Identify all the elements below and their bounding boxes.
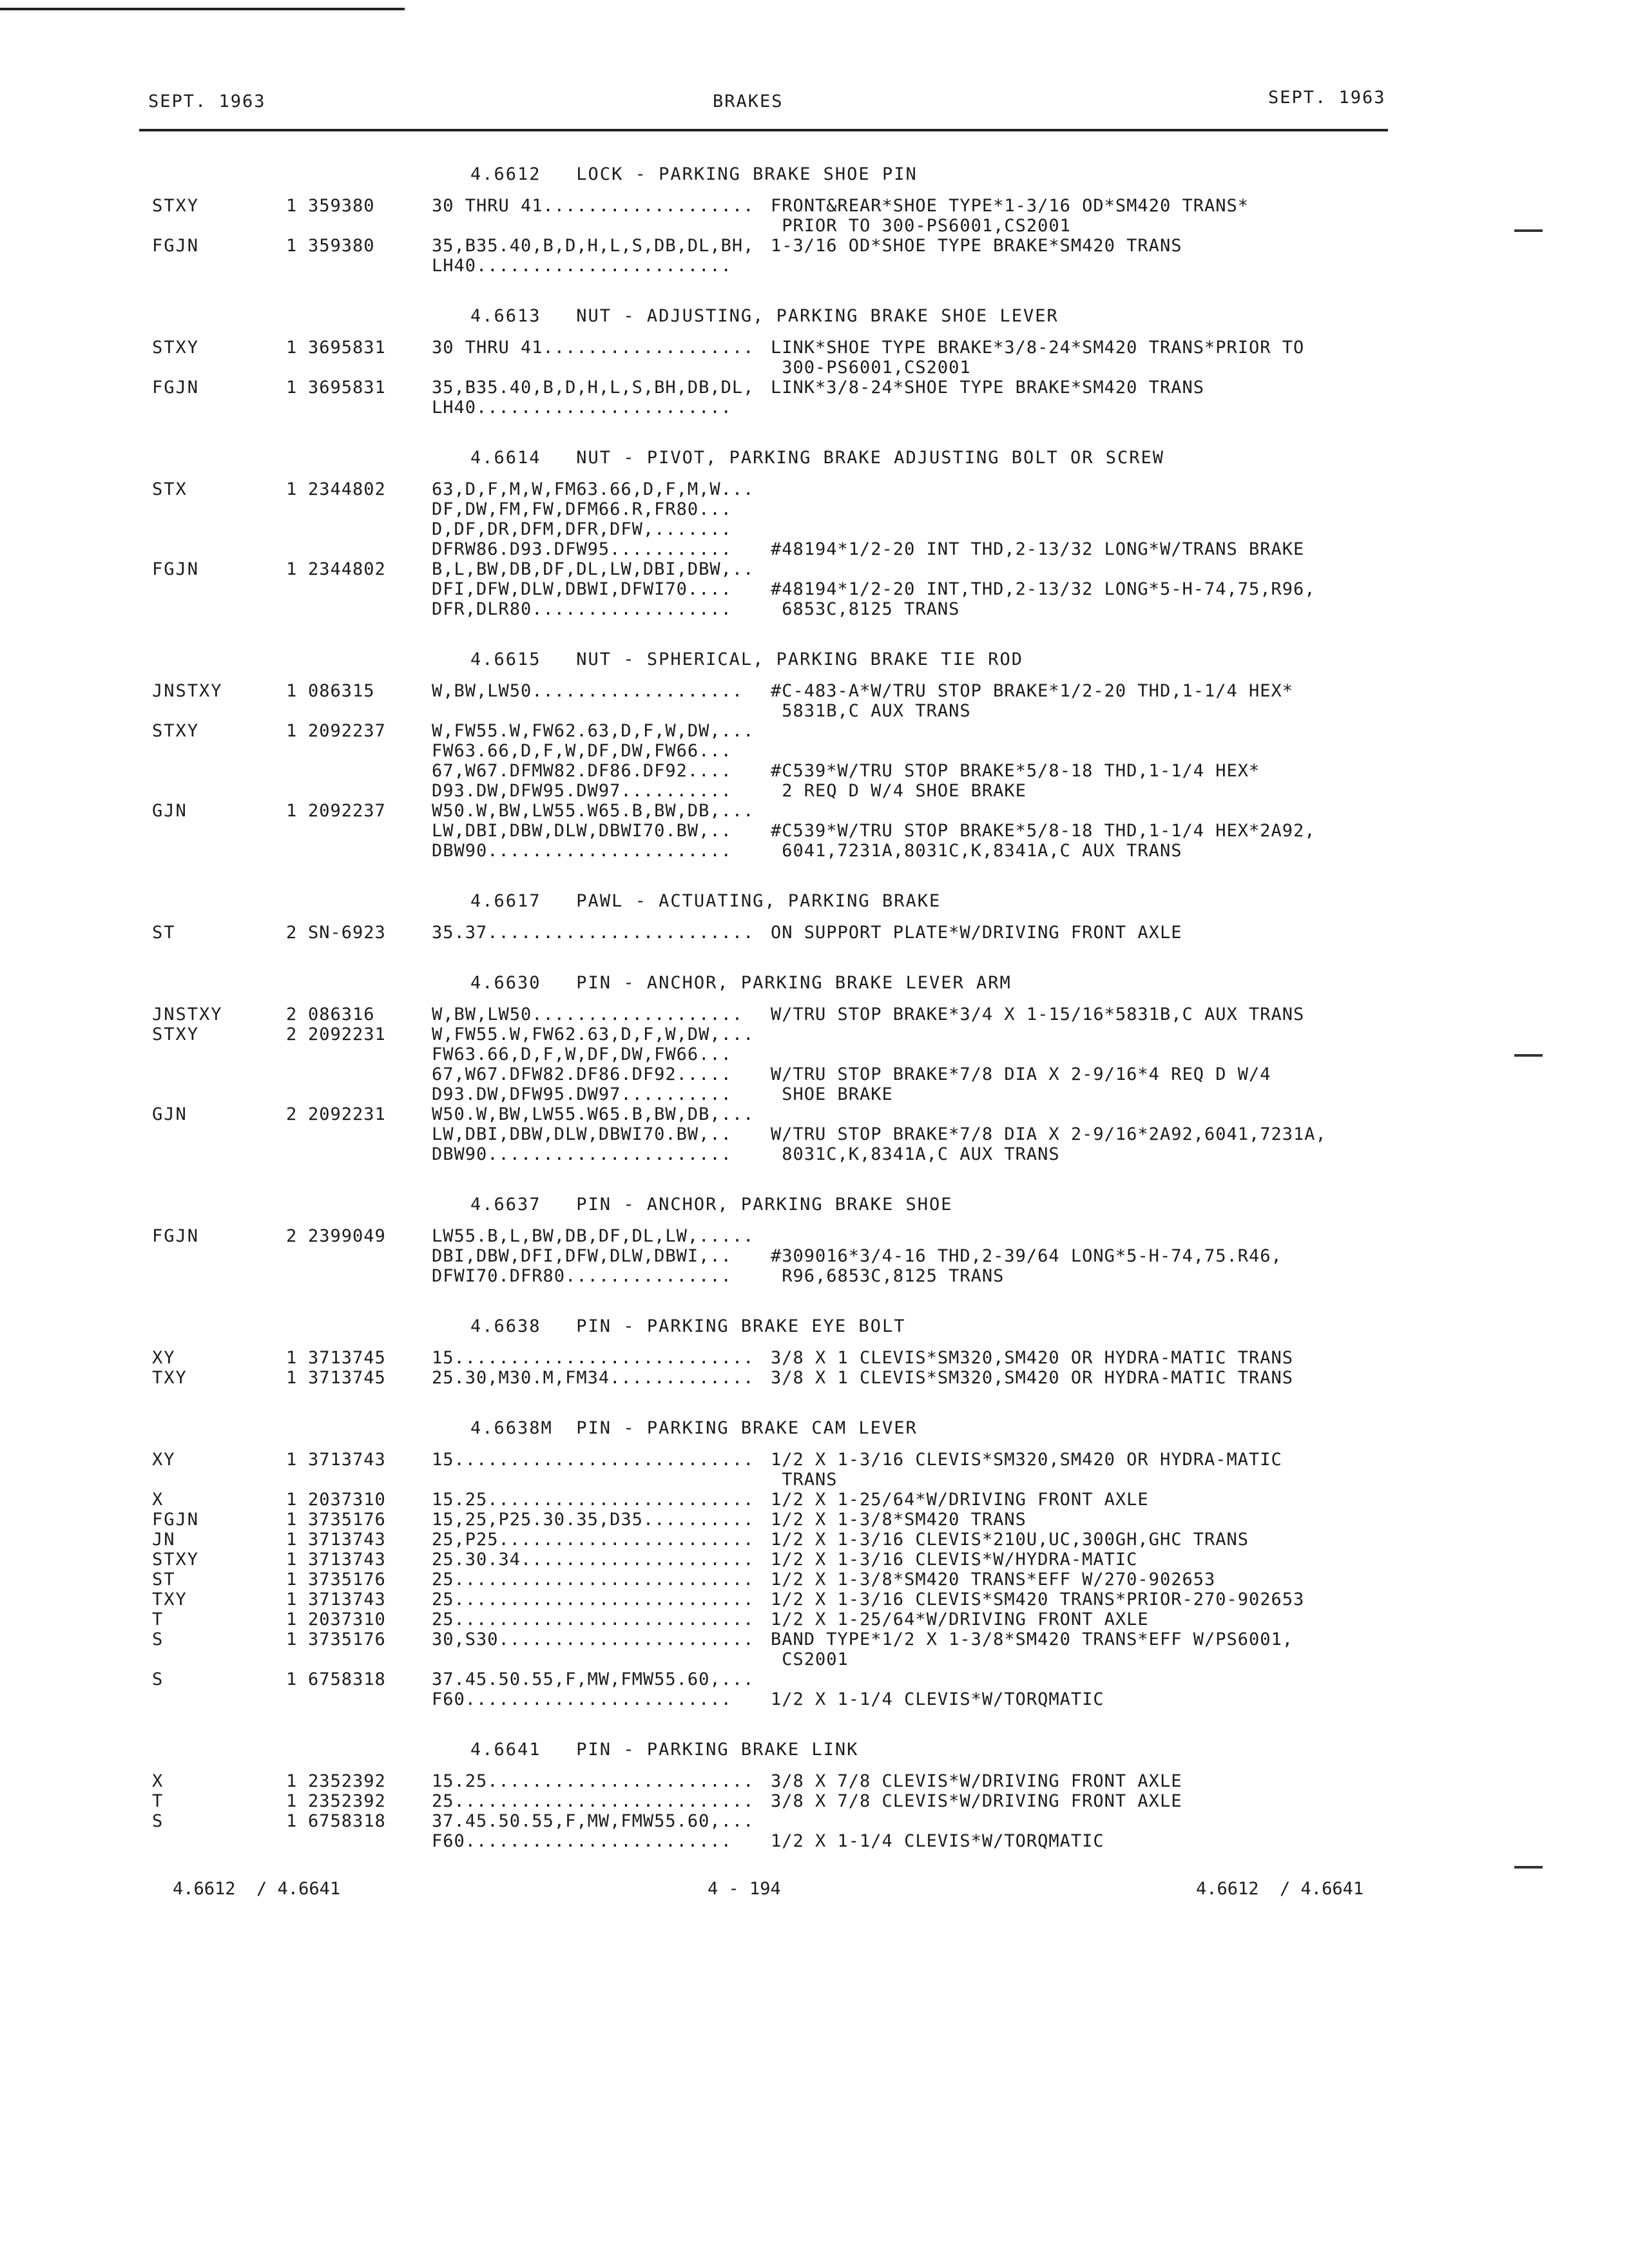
header-title: BRAKES <box>713 91 784 111</box>
header-rule <box>139 129 1388 131</box>
application-models: DFR,DLR80.................. <box>432 599 732 619</box>
application-models: 25.30,M30.M,FM34............. <box>432 1368 755 1388</box>
entry-line <box>0 841 1629 861</box>
model-code: XY <box>152 1348 176 1368</box>
application-models: 25,P25....................... <box>432 1530 755 1550</box>
entry-line <box>0 1004 1629 1024</box>
part-number: 2092237 <box>308 721 386 741</box>
entry-line <box>0 1064 1629 1084</box>
part-number: 3713743 <box>308 1530 386 1550</box>
part-number: 2344802 <box>308 559 386 579</box>
section-spacer <box>0 861 1629 880</box>
entry-line <box>0 1629 1629 1649</box>
application-models: 30 THRU 41................... <box>432 196 755 216</box>
part-description: #48194*1/2-20 INT THD,2-13/32 LONG*W/TRANS BRAKE <box>771 539 1305 559</box>
application-models: FW63.66,D,F,W,DF,DW,FW66... <box>432 741 732 761</box>
part-description: 1/2 X 1-3/16 CLEVIS*SM420 TRANS*PRIOR-270-902653 <box>771 1590 1305 1610</box>
quantity: 1 <box>286 1669 297 1689</box>
part-description: 3/8 X 1 CLEVIS*SM320,SM420 OR HYDRA-MATIC TRANS <box>771 1348 1294 1368</box>
part-description: W/TRU STOP BRAKE*7/8 DIA X 2-9/16*4 REQ D W/4 <box>771 1064 1271 1084</box>
application-models: 25........................... <box>432 1590 755 1610</box>
part-number: 3735176 <box>308 1629 386 1649</box>
quantity: 1 <box>286 681 297 701</box>
part-description: #C-483-A*W/TRU STOP BRAKE*1/2-20 THD,1-1/4 HEX* <box>771 681 1294 701</box>
part-entry <box>0 1530 1629 1550</box>
entry-line <box>0 1550 1629 1570</box>
section-heading: 4.6637 PIN - ANCHOR, PARKING BRAKE SHOE <box>470 1195 953 1215</box>
model-code: TXY <box>152 1368 188 1388</box>
application-models: W,FW55.W,FW62.63,D,F,W,DW,... <box>432 721 755 741</box>
entry-line <box>0 579 1629 599</box>
part-description: 1/2 X 1-1/4 CLEVIS*W/TORQMATIC <box>771 1831 1104 1851</box>
application-models: LH40....................... <box>432 256 732 276</box>
application-models: 25.30.34..................... <box>432 1550 755 1570</box>
part-number: 086316 <box>308 1004 375 1024</box>
application-models: B,L,BW,DB,DF,DL,LW,DBI,DBW,.. <box>432 559 755 579</box>
part-entry <box>0 1490 1629 1510</box>
entry-line <box>0 1266 1629 1286</box>
part-number: 3735176 <box>308 1570 386 1590</box>
section-heading: 4.6638M PIN - PARKING BRAKE CAM LEVER <box>470 1418 918 1438</box>
section-heading: 4.6615 NUT - SPHERICAL, PARKING BRAKE TIE ROD <box>470 649 1024 669</box>
quantity: 1 <box>286 338 297 358</box>
part-number: 3713743 <box>308 1590 386 1610</box>
part-number: 2352392 <box>308 1771 386 1791</box>
footer-left-range: 4.6612 / 4.6641 <box>173 1879 341 1899</box>
entry-line <box>0 358 1629 378</box>
entry-line <box>0 821 1629 841</box>
section-heading: 4.6614 NUT - PIVOT, PARKING BRAKE ADJUSTING BOLT OR SCREW <box>470 448 1165 468</box>
application-models: 15.25........................ <box>432 1490 755 1510</box>
quantity: 1 <box>286 1348 297 1368</box>
part-description: #309016*3/4-16 THD,2-39/64 LONG*5-H-74,75.R46, <box>771 1246 1282 1266</box>
quantity: 1 <box>286 378 297 398</box>
application-models: 25........................... <box>432 1610 755 1629</box>
entry-line <box>0 236 1629 256</box>
model-code: FGJN <box>152 1226 200 1246</box>
application-models: DBW90...................... <box>432 841 732 861</box>
model-code: STXY <box>152 721 200 741</box>
model-code: T <box>152 1610 164 1629</box>
quantity: 1 <box>286 1610 297 1629</box>
quantity: 1 <box>286 721 297 741</box>
application-models: 37.45.50.55,F,MW,FMW55.60,... <box>432 1811 755 1831</box>
header-left-date: SEPT. 1963 <box>148 91 266 111</box>
entry-line <box>0 1791 1629 1811</box>
part-number: 2344802 <box>308 479 386 499</box>
entry-line <box>0 1450 1629 1470</box>
part-description: ON SUPPORT PLATE*W/DRIVING FRONT AXLE <box>771 923 1182 943</box>
part-entry <box>0 1024 1629 1104</box>
part-entry <box>0 1570 1629 1590</box>
entry-line <box>0 1104 1629 1124</box>
part-description: 2 REQ D W/4 SHOE BRAKE <box>771 781 1027 801</box>
part-description: LINK*3/8-24*SHOE TYPE BRAKE*SM420 TRANS <box>771 378 1204 398</box>
quantity: 1 <box>286 196 297 216</box>
entry-line <box>0 256 1629 276</box>
entry-line <box>0 781 1629 801</box>
model-code: T <box>152 1791 164 1811</box>
parts-list <box>0 153 1629 1870</box>
entry-line <box>0 499 1629 519</box>
quantity: 1 <box>286 1811 297 1831</box>
model-code: STX <box>152 479 188 499</box>
part-number: 2352392 <box>308 1791 386 1811</box>
model-code: FGJN <box>152 1510 200 1530</box>
section-heading: 4.6617 PAWL - ACTUATING, PARKING BRAKE <box>470 891 941 911</box>
model-code: X <box>152 1771 164 1791</box>
model-code: STXY <box>152 1024 200 1044</box>
quantity: 2 <box>286 1024 297 1044</box>
entry-line <box>0 741 1629 761</box>
quantity: 1 <box>286 801 297 821</box>
application-models: W,FW55.W,FW62.63,D,F,W,DW,... <box>432 1024 755 1044</box>
model-code: GJN <box>152 1104 188 1124</box>
application-models: 35,B35.40,B,D,H,L,S,DB,DL,BH, <box>432 236 755 256</box>
part-number: 086315 <box>308 681 375 701</box>
entry-line <box>0 1044 1629 1064</box>
section-heading: 4.6612 LOCK - PARKING BRAKE SHOE PIN <box>470 164 918 184</box>
part-description: PRIOR TO 300-PS6001,CS2001 <box>771 216 1071 236</box>
application-models: D,DF,DR,DFM,DFR,DFW,....... <box>432 519 732 539</box>
part-description: 1/2 X 1-3/8*SM420 TRANS*EFF W/270-902653 <box>771 1570 1216 1590</box>
model-code: GJN <box>152 801 188 821</box>
part-number: 2399049 <box>308 1226 386 1246</box>
part-description: 6853C,8125 TRANS <box>771 599 960 619</box>
part-entry <box>0 1510 1629 1530</box>
entry-line <box>0 1490 1629 1510</box>
part-description: #48194*1/2-20 INT,THD,2-13/32 LONG*5-H-74,75,R96, <box>771 579 1316 599</box>
part-number: 3713745 <box>308 1348 386 1368</box>
entry-line <box>0 1246 1629 1266</box>
part-number: 2092231 <box>308 1024 386 1044</box>
part-description: R96,6853C,8125 TRANS <box>771 1266 1005 1286</box>
entry-line <box>0 378 1629 398</box>
part-description: 6041,7231A,8031C,K,8341A,C AUX TRANS <box>771 841 1182 861</box>
application-models: DBW90...................... <box>432 1144 732 1164</box>
entry-line <box>0 1024 1629 1044</box>
application-models: LW,DBI,DBW,DLW,DBWI70.BW,.. <box>432 821 732 841</box>
part-number: SN-6923 <box>308 923 386 943</box>
part-entry <box>0 1450 1629 1490</box>
entry-line <box>0 479 1629 499</box>
part-entry <box>0 721 1629 801</box>
entry-line <box>0 1530 1629 1550</box>
part-description: 3/8 X 7/8 CLEVIS*W/DRIVING FRONT AXLE <box>771 1791 1182 1811</box>
quantity: 1 <box>286 1771 297 1791</box>
part-number: 2092237 <box>308 801 386 821</box>
application-models: DFWI70.DFR80............... <box>432 1266 732 1286</box>
application-models: FW63.66,D,F,W,DF,DW,FW66... <box>432 1044 732 1064</box>
part-number: 3695831 <box>308 338 386 358</box>
model-code: ST <box>152 1570 176 1590</box>
part-entry <box>0 479 1629 559</box>
model-code: ST <box>152 923 176 943</box>
quantity: 1 <box>286 1570 297 1590</box>
part-description: 1/2 X 1-3/8*SM420 TRANS <box>771 1510 1027 1530</box>
quantity: 1 <box>286 1590 297 1610</box>
part-entry <box>0 1629 1629 1669</box>
model-code: FGJN <box>152 559 200 579</box>
application-models: 15........................... <box>432 1348 755 1368</box>
entry-line <box>0 1649 1629 1669</box>
entry-line <box>0 1831 1629 1851</box>
part-description: BAND TYPE*1/2 X 1-3/8*SM420 TRANS*EFF W/PS6001, <box>771 1629 1294 1649</box>
part-number: 3735176 <box>308 1510 386 1530</box>
entry-line <box>0 761 1629 781</box>
quantity: 1 <box>286 1450 297 1470</box>
quantity: 1 <box>286 1510 297 1530</box>
application-models: 67,W67.DFW82.DF86.DF92..... <box>432 1064 732 1084</box>
application-models: DBI,DBW,DFI,DFW,DLW,DBWI,.. <box>432 1246 732 1266</box>
model-code: XY <box>152 1450 176 1470</box>
header-right-date: SEPT. 1963 <box>1268 88 1386 108</box>
application-models: 15,25,P25.30.35,D35.......... <box>432 1510 755 1530</box>
part-number: 3713743 <box>308 1550 386 1570</box>
model-code: FGJN <box>152 378 200 398</box>
part-entry <box>0 1368 1629 1388</box>
entry-line <box>0 1470 1629 1490</box>
part-entry <box>0 1610 1629 1629</box>
part-entry <box>0 1771 1629 1791</box>
part-number: 359380 <box>308 196 375 216</box>
part-number: 3695831 <box>308 378 386 398</box>
quantity: 1 <box>286 1629 297 1649</box>
model-code: S <box>152 1629 164 1649</box>
page-number: 4 - 194 <box>708 1879 781 1899</box>
entry-line <box>0 1124 1629 1144</box>
entry-line <box>0 701 1629 721</box>
part-description: 1/2 X 1-25/64*W/DRIVING FRONT AXLE <box>771 1490 1149 1510</box>
part-entry <box>0 801 1629 861</box>
entry-line <box>0 216 1629 236</box>
entry-line <box>0 1226 1629 1246</box>
part-description: 5831B,C AUX TRANS <box>771 701 971 721</box>
entry-line <box>0 721 1629 741</box>
top-edge-rule <box>0 8 405 10</box>
quantity: 1 <box>286 479 297 499</box>
application-models: 15.25........................ <box>432 1771 755 1791</box>
application-models: DF,DW,FM,FW,DFM66.R,FR80... <box>432 499 732 519</box>
entry-line <box>0 801 1629 821</box>
entry-line <box>0 1689 1629 1709</box>
application-models: 30 THRU 41................... <box>432 338 755 358</box>
application-models: LW,DBI,DBW,DLW,DBWI70.BW,.. <box>432 1124 732 1144</box>
application-models: F60........................ <box>432 1689 732 1709</box>
part-entry <box>0 1348 1629 1368</box>
application-models: 30,S30....................... <box>432 1629 755 1649</box>
part-entry <box>0 559 1629 619</box>
application-models: 35.37........................ <box>432 923 755 943</box>
entry-line <box>0 1510 1629 1530</box>
quantity: 1 <box>286 1490 297 1510</box>
part-description: #C539*W/TRU STOP BRAKE*5/8-18 THD,1-1/4 HEX*2A92, <box>771 821 1316 841</box>
entry-line <box>0 398 1629 418</box>
part-description: 1/2 X 1-3/16 CLEVIS*W/HYDRA-MATIC <box>771 1550 1138 1570</box>
part-description: 3/8 X 1 CLEVIS*SM320,SM420 OR HYDRA-MATIC TRANS <box>771 1368 1294 1388</box>
part-entry <box>0 236 1629 276</box>
part-entry <box>0 378 1629 418</box>
entry-line <box>0 1610 1629 1629</box>
section-heading: 4.6641 PIN - PARKING BRAKE LINK <box>470 1740 859 1760</box>
part-number: 3713745 <box>308 1368 386 1388</box>
part-number: 6758318 <box>308 1669 386 1689</box>
quantity: 1 <box>286 1791 297 1811</box>
model-code: S <box>152 1669 164 1689</box>
section-spacer <box>0 943 1629 962</box>
quantity: 1 <box>286 559 297 579</box>
entry-line <box>0 519 1629 539</box>
application-models: 67,W67.DFMW82.DF86.DF92.... <box>432 761 732 781</box>
part-entry <box>0 1590 1629 1610</box>
section-spacer <box>0 619 1629 639</box>
entry-line <box>0 1144 1629 1164</box>
model-code: TXY <box>152 1590 188 1610</box>
application-models: 25........................... <box>432 1791 755 1811</box>
part-number: 6758318 <box>308 1811 386 1831</box>
application-models: 35,B35.40,B,D,H,L,S,BH,DB,DL, <box>432 378 755 398</box>
model-code: STXY <box>152 1550 200 1570</box>
quantity: 2 <box>286 1226 297 1246</box>
application-models: LW55.B,L,BW,DB,DF,DL,LW,..... <box>432 1226 755 1246</box>
entry-line <box>0 196 1629 216</box>
entry-line <box>0 1811 1629 1831</box>
part-number: 359380 <box>308 236 375 256</box>
entry-line <box>0 1771 1629 1791</box>
section-spacer <box>0 276 1629 295</box>
application-models: W,BW,LW50................... <box>432 1004 744 1024</box>
entry-line <box>0 1084 1629 1104</box>
entry-line <box>0 681 1629 701</box>
application-models: W50.W,BW,LW55.W65.B,BW,DB,... <box>432 1104 755 1124</box>
part-entry <box>0 196 1629 236</box>
quantity: 1 <box>286 1530 297 1550</box>
part-description: W/TRU STOP BRAKE*3/4 X 1-15/16*5831B,C AUX TRANS <box>771 1004 1305 1024</box>
entry-line <box>0 559 1629 579</box>
entry-line <box>0 338 1629 358</box>
model-code: JNSTXY <box>152 681 223 701</box>
entry-line <box>0 599 1629 619</box>
model-code: X <box>152 1490 164 1510</box>
part-description: 1/2 X 1-3/16 CLEVIS*SM320,SM420 OR HYDRA-MATIC <box>771 1450 1282 1470</box>
footer-right-range: 4.6612 / 4.6641 <box>1196 1879 1364 1899</box>
part-description: W/TRU STOP BRAKE*7/8 DIA X 2-9/16*2A92,6041,7231A, <box>771 1124 1327 1144</box>
quantity: 2 <box>286 1004 297 1024</box>
part-description: 1-3/16 OD*SHOE TYPE BRAKE*SM420 TRANS <box>771 236 1182 256</box>
part-description: LINK*SHOE TYPE BRAKE*3/8-24*SM420 TRANS*PRIOR TO <box>771 338 1305 358</box>
part-entry <box>0 1226 1629 1286</box>
part-entry <box>0 1669 1629 1709</box>
quantity: 2 <box>286 1104 297 1124</box>
section-spacer <box>0 1164 1629 1184</box>
part-description: CS2001 <box>771 1649 849 1669</box>
section-spacer <box>0 418 1629 437</box>
application-models: W50.W,BW,LW55.W65.B,BW,DB,... <box>432 801 755 821</box>
quantity: 1 <box>286 1550 297 1570</box>
entry-line <box>0 1348 1629 1368</box>
section-spacer <box>0 1388 1629 1407</box>
quantity: 1 <box>286 1368 297 1388</box>
application-models: LH40....................... <box>432 398 732 418</box>
part-entry <box>0 1791 1629 1811</box>
part-number: 3713743 <box>308 1450 386 1470</box>
quantity: 2 <box>286 923 297 943</box>
section-heading: 4.6630 PIN - ANCHOR, PARKING BRAKE LEVER ARM <box>470 973 1012 993</box>
part-description: 1/2 X 1-1/4 CLEVIS*W/TORQMATIC <box>771 1689 1104 1709</box>
section-spacer <box>0 1286 1629 1305</box>
part-description: 3/8 X 7/8 CLEVIS*W/DRIVING FRONT AXLE <box>771 1771 1182 1791</box>
application-models: F60........................ <box>432 1831 732 1851</box>
part-number: 2092231 <box>308 1104 386 1124</box>
part-description: TRANS <box>771 1470 838 1490</box>
entry-line <box>0 1570 1629 1590</box>
model-code: FGJN <box>152 236 200 256</box>
entry-line <box>0 1590 1629 1610</box>
model-code: JNSTXY <box>152 1004 223 1024</box>
application-models: W,BW,LW50................... <box>432 681 744 701</box>
application-models: 15........................... <box>432 1450 755 1470</box>
part-entry <box>0 1811 1629 1851</box>
part-description: SHOE BRAKE <box>771 1084 893 1104</box>
application-models: DFRW86.D93.DFW95........... <box>432 539 732 559</box>
part-description: 1/2 X 1-3/16 CLEVIS*210U,UC,300GH,GHC TRANS <box>771 1530 1249 1550</box>
part-description: #C539*W/TRU STOP BRAKE*5/8-18 THD,1-1/4 HEX* <box>771 761 1260 781</box>
application-models: 37.45.50.55,F,MW,FMW55.60,... <box>432 1669 755 1689</box>
application-models: 25........................... <box>432 1570 755 1590</box>
part-entry <box>0 1104 1629 1164</box>
entry-line <box>0 923 1629 943</box>
part-description: FRONT&REAR*SHOE TYPE*1-3/16 OD*SM420 TRANS* <box>771 196 1249 216</box>
model-code: S <box>152 1811 164 1831</box>
model-code: STXY <box>152 338 200 358</box>
part-description: 8031C,K,8341A,C AUX TRANS <box>771 1144 1060 1164</box>
section-spacer <box>0 1709 1629 1729</box>
part-entry <box>0 1550 1629 1570</box>
part-entry <box>0 923 1629 943</box>
part-entry <box>0 1004 1629 1024</box>
application-models: D93.DW,DFW95.DW97.......... <box>432 1084 732 1104</box>
application-models: DFI,DFW,DLW,DBWI,DFWI70.... <box>432 579 732 599</box>
model-code: JN <box>152 1530 176 1550</box>
application-models: 63,D,F,M,W,FM63.66,D,F,M,W... <box>432 479 755 499</box>
application-models: D93.DW,DFW95.DW97.......... <box>432 781 732 801</box>
entry-line <box>0 539 1629 559</box>
part-entry <box>0 681 1629 721</box>
part-number: 2037310 <box>308 1610 386 1629</box>
part-entry <box>0 338 1629 378</box>
part-description: 1/2 X 1-25/64*W/DRIVING FRONT AXLE <box>771 1610 1149 1629</box>
section-heading: 4.6638 PIN - PARKING BRAKE EYE BOLT <box>470 1316 906 1336</box>
part-number: 2037310 <box>308 1490 386 1510</box>
quantity: 1 <box>286 236 297 256</box>
section-heading: 4.6613 NUT - ADJUSTING, PARKING BRAKE SHOE LEVER <box>470 306 1059 326</box>
entry-line <box>0 1669 1629 1689</box>
part-description: 300-PS6001,CS2001 <box>771 358 971 378</box>
section-spacer <box>0 1851 1629 1870</box>
entry-line <box>0 1368 1629 1388</box>
model-code: STXY <box>152 196 200 216</box>
